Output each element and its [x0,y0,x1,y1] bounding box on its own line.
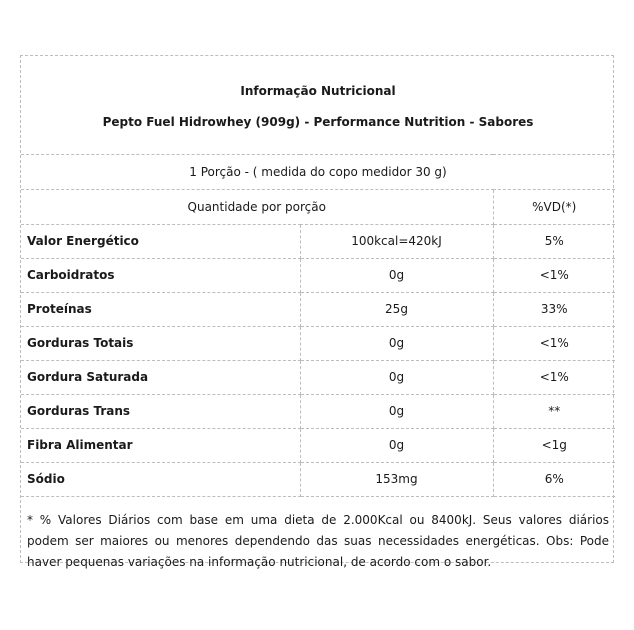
portion-row [21,155,615,190]
table-row [21,293,615,327]
nutrient-name: Fibra Alimentar [21,429,300,463]
nutrient-quantity: 25g [300,293,493,327]
table-row [21,259,615,293]
nutrient-quantity: 0g [300,361,493,395]
footnote-row [21,497,615,578]
table-row [21,361,615,395]
product-name: Pepto Fuel Hidrowhey (909g) - Performance Nutrition - Sabores [102,115,534,129]
nutrient-quantity: 0g [300,259,493,293]
nutrient-vd: <1% [493,361,615,395]
table-row [21,225,615,259]
table-row [21,327,615,361]
nutrient-name: Proteínas [21,293,300,327]
column-header-row [21,190,615,225]
table-header [21,56,615,155]
nutrient-name: Gordura Saturada [21,361,300,395]
nutrient-vd: ** [493,395,615,429]
nutrient-name: Gorduras Totais [21,327,300,361]
table-row [21,429,615,463]
nutrient-quantity: 0g [300,327,493,361]
header-row [21,56,615,155]
nutrient-name: Valor Energético [21,225,300,259]
nutrient-vd: <1% [493,327,615,361]
nutrient-quantity: 0g [300,395,493,429]
footnote: * % Valores Diários com base em uma dieta de 2.000Kcal ou 8400kJ. Seus valores diários podem ser maiores ou menores dependendo das suas necessidades energéticas. Obs: Pode haver pequenas variações na informação nutricional, de acordo com o sabor. [21,497,615,578]
nutrient-vd: <1% [493,259,615,293]
nutrient-name: Carboidratos [21,259,300,293]
nutrient-vd: 33% [493,293,615,327]
column-header-quantity: Quantidade por porção [21,190,493,225]
portion-size: 1 Porção - ( medida do copo medidor 30 g) [21,155,615,190]
table-title: Informação Nutricional [240,84,396,98]
nutrition-table [21,56,615,577]
nutrient-vd: <1g [493,429,615,463]
nutrient-name: Sódio [21,463,300,497]
nutrient-quantity: 153mg [300,463,493,497]
nutrient-vd: 6% [493,463,615,497]
nutrient-name: Gorduras Trans [21,395,300,429]
nutrient-vd: 5% [493,225,615,259]
table-row [21,395,615,429]
nutrient-quantity: 100kcal=420kJ [300,225,493,259]
table-row [21,463,615,497]
nutrition-facts-panel [20,55,614,569]
column-header-vd: %VD(*) [493,190,615,225]
nutrient-quantity: 0g [300,429,493,463]
